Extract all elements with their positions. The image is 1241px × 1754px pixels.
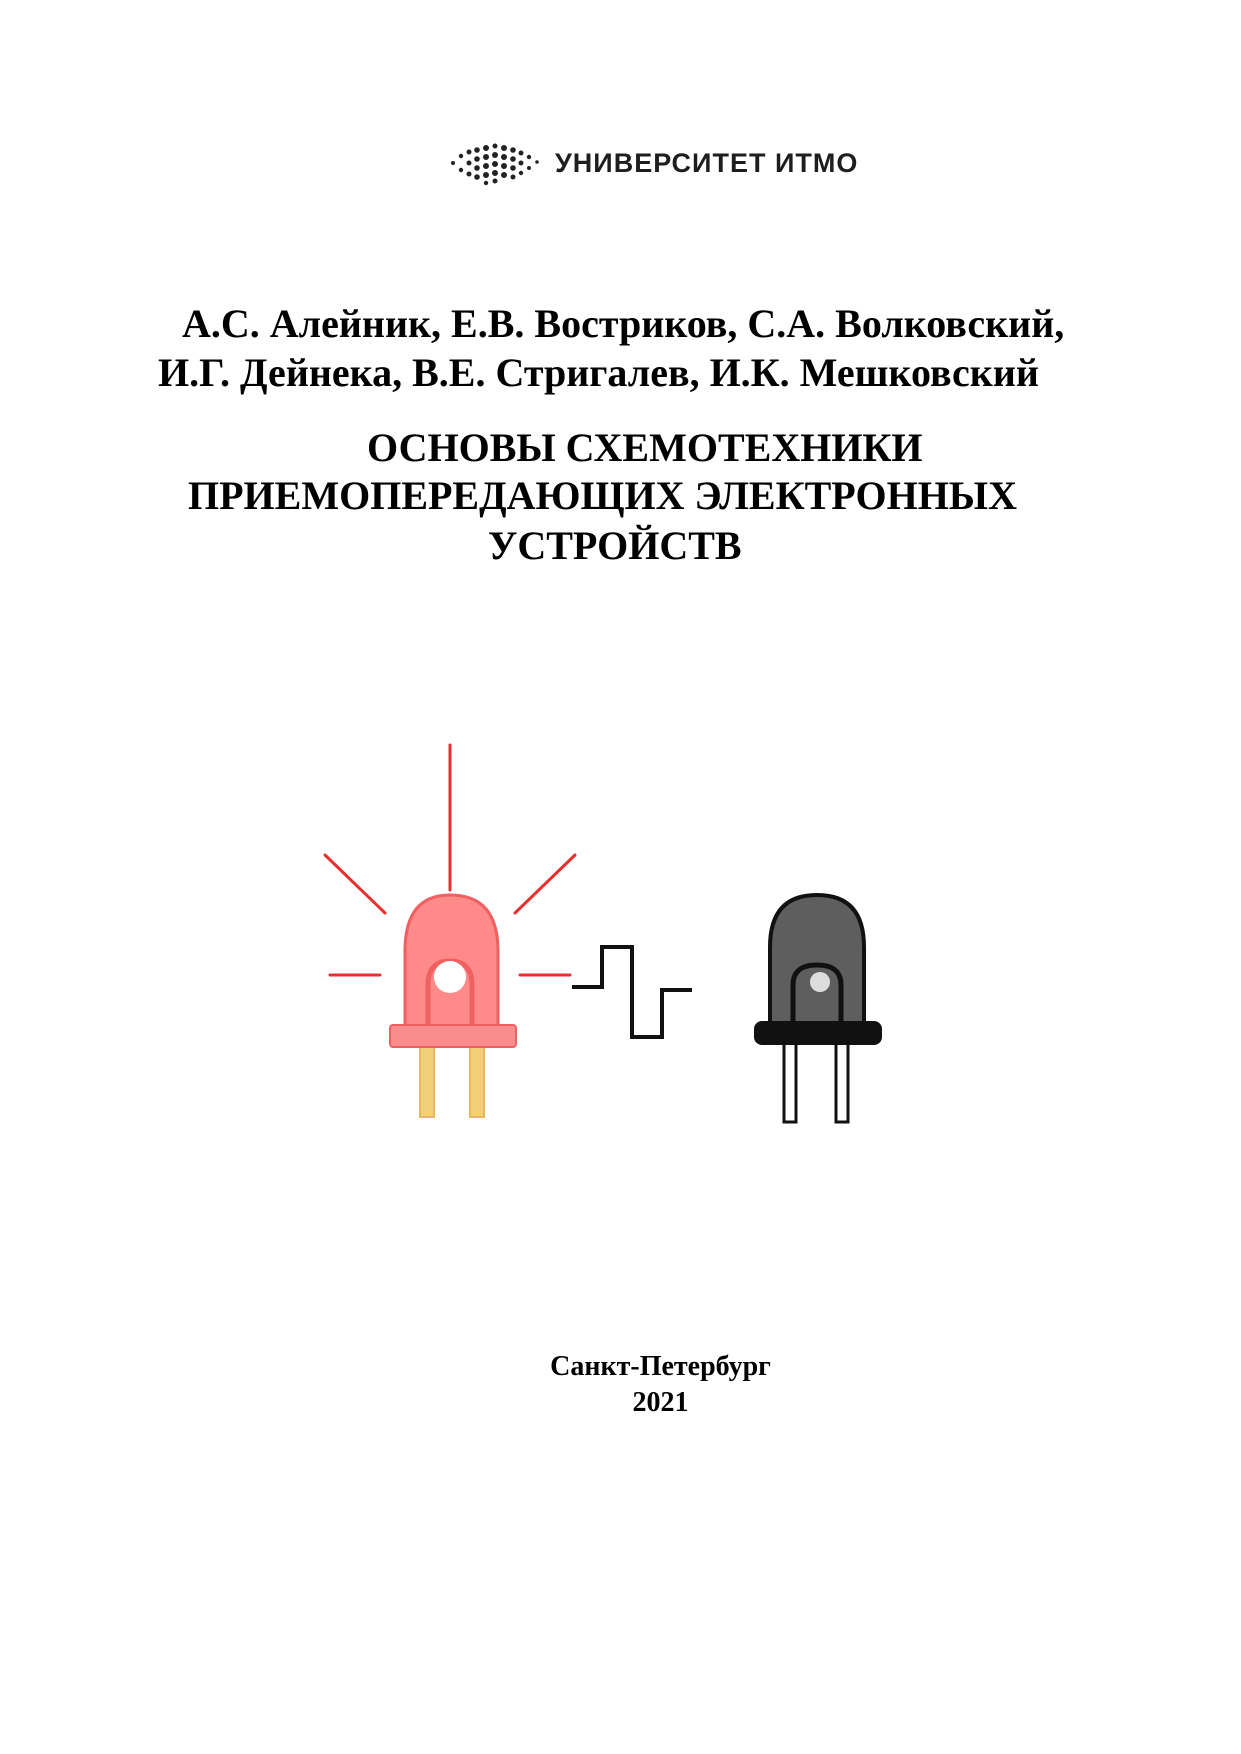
university-name: УНИВЕРСИТЕТ ИТМО: [555, 148, 859, 178]
photodiode-icon: [754, 895, 882, 1122]
title-line-2: ПРИЕМОПЕРЕДАЮЩИХ ЭЛЕКТРОННЫХ: [188, 473, 1017, 518]
publication-year: 2021: [632, 1387, 689, 1418]
square-wave-icon: [572, 947, 692, 1037]
red-led-icon: [325, 745, 575, 1117]
university-logo: [445, 138, 875, 188]
publication-city: Санкт-Петербург: [550, 1351, 771, 1382]
title-line-3: УСТРОЙСТВ: [488, 523, 742, 568]
cover-illustration: [320, 735, 940, 1125]
authors-line-2: И.Г. Дейнека, В.Е. Стригалев, И.К. Мешковский: [158, 350, 1039, 395]
title-line-1: ОСНОВЫ СХЕМОТЕХНИКИ: [367, 425, 923, 470]
authors-line-1: А.С. Алейник, Е.В. Востриков, С.А. Волковский,: [182, 301, 1065, 346]
itmo-dots-icon: [445, 138, 545, 188]
